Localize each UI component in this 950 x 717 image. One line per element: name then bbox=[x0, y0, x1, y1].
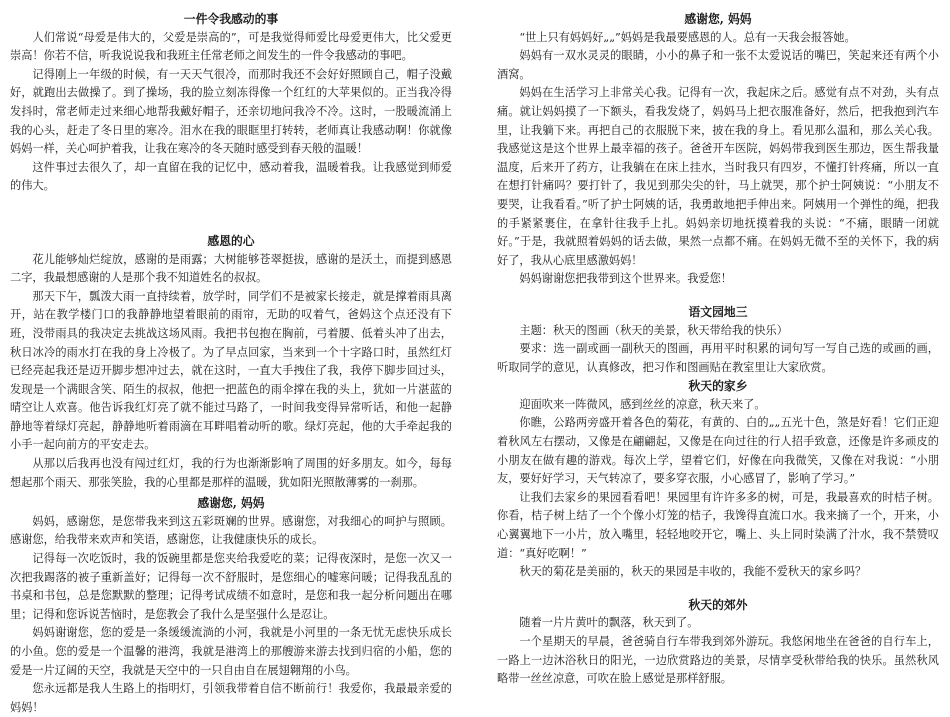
essay-paragraph: 妈妈有一双水灵灵的眼睛，小小的鼻子和一张不太爱说话的嘴巴，笑起来还有两个小酒窝。 bbox=[497, 49, 939, 81]
essay-title: 感恩的心 bbox=[207, 233, 255, 248]
essay-paragraph: 妈妈，感谢您，是您带我来到这五彩斑斓的世界。感谢您，对我细心的呵护与照顾。感谢您，给我带来欢声和笑语，感谢您，让我健康快乐的成长。 bbox=[10, 514, 452, 547]
right-column bbox=[497, 10, 939, 689]
essay-paragraph: 一个星期天的早晨，爸爸骑自行车带我到郊外游玩。我悠闲地坐在爸爸的自行车上，一路上一边沐浴秋日的阳光，一边欣赏路边的美景，尽情享受秋带给我的快乐。虽然秋风略带一丝丝凉意，可吹在脸上感觉是那样舒服。 bbox=[497, 635, 939, 686]
essay-paragraph: 记得每一次吃饭时，我的饭碗里都是您夹给我爱吃的菜；记得夜深时，是您一次又一次把我踢落的被子重新盖好；记得每一次不舒服时，是您细心的嘘寒问暖；记得我乱乱的书桌和书包，总是您默默的整理；记得考试成绩不如意时，是您和我一起分析问题出在哪里；记得和您诉说苦恼时，是您教会了我什么是坚强什么是忍让。 bbox=[10, 552, 452, 621]
essay-title: 秋天的家乡 bbox=[688, 379, 748, 394]
essay-paragraph: 人们常说“母爱是伟大的，父爱是崇高的”，可是我觉得师爱比母爱更伟大，比父爱更崇高！你若不信，听我说说我和我班主任常老师之间发生的一件令我感动的事吧。 bbox=[10, 30, 452, 63]
essay-paragraph: 秋天的菊花是美丽的，秋天的果园是丰收的，我能不爱秋天的家乡吗？ bbox=[519, 565, 867, 579]
essay-paragraph: 随着一片片黄叶的飘落，秋天到了。 bbox=[519, 616, 699, 630]
essay-title: 感谢您, 妈妈 bbox=[684, 12, 752, 26]
essay-paragraph: 这件事过去很久了，却一直留在我的记忆中，感动着我，温暖着我。让我感觉到师爱的伟大。 bbox=[10, 160, 452, 193]
left-column bbox=[10, 10, 452, 717]
essay-paragraph: 您永远都是我人生路上的指明灯，引领我带着自信不断前行！我爱你，我最最亲爱的妈妈！ bbox=[10, 682, 452, 714]
section-title: 语文园地三 bbox=[688, 304, 748, 319]
essay-paragraph: “世上只有妈妈好„„”妈妈是我最要感恩的人。总有一天我会报答她。 bbox=[519, 30, 856, 44]
essay-paragraph: 你瞧，公路两旁盛开着各色的菊花，有黄的、白的„„五光十色，煞是好看！它们正迎着秋风左右摆动，又像是在翩翩起，又像是在向过往的行人招手致意，还像是许多顽皮的小朋友在做有趣的游戏。每次上学，望着它们，好像在向我微笑，又像在对我说：“小朋友，要好好学习，天气转凉了，要多穿衣服，小心感冒了，影响了学习。” bbox=[497, 416, 939, 486]
essay-title: 秋天的郊外 bbox=[688, 597, 748, 612]
essay-paragraph: 妈妈在生活学习上非常关心我。记得有一次，我起床之后。感觉有点不对劲，头有点痛。就让妈妈摸了一下额头，看我发烧了，妈妈马上把衣服准备好，然后，把我抱到汽车里，让我躺下来。再把自己的衣服脱下来，披在我的身上。看见那么温和，那么关心我。我感觉这是这个世界上最幸福的孩子。爸爸开车医院，妈妈带我到医生那边，医生帮我量温度，后来开了药方，让我躺在在床上挂水，当时我只有四岁，不懂打针疼痛，所以一直在想打针痛吗？要打针了，我见到那尖尖的针，马上就哭，那个护士阿姨说：“小朋友不要哭，让我看看。”听了护士阿姨的话，我勇敢地把手伸出来。阿姨用一个弹性的绳，把我的手紧紧裹住，在拿针往我手上扎。妈妈亲切地抚摸着我的头说：“不痛，眼睛一闭就好。”于是，我就照着妈妈的话去做，果然一点都不痛。在妈妈无微不至的关怀下，我的病好了，我从心底里感激妈妈！ bbox=[497, 86, 939, 267]
essay-title: 一件令我感动的事 bbox=[183, 12, 279, 26]
essay-paragraph: 让我们去家乡的果园看看吧！果园里有许许多多的树，可是，我最喜欢的时桔子树。你看，桔子树上结了一个个像小灯笼的桔子，我馋得直流口水。我来摘了一个，开来，小心翼翼地下一小片，放入嘴里，轻轻地咬开它，嘴上、头上同时染满了汁水，我不禁赞叹道：“真好吃啊！” bbox=[497, 490, 939, 560]
essay-paragraph: 那天下午，瓢泼大雨一直持续着，放学时，同学们不是被家长接走，就是撑着雨具离开，站在教学楼门口的我静静地望着眼前的雨帘，无助的叹着气，爸妈这个点还没有下班，没带雨具的我决定去挑战这场风雨。我把书包抱在胸前，弓着腰、低着头冲了出去，秋日冰冷的雨水打在我的身上冷极了。为了早点回家，当来到一个十字路口时，虽然红灯已经亮起我还是迈开脚步想冲过去，就在这时，一直大手拽住了我，我停下脚步回过头，发现是一个满眼含笑、陌生的叔叔，他把一把蓝色的雨伞撑在我的头上，犹如一片湛蓝的晴空让人欢喜。他告诉我红灯亮了就不能过马路了，一时间我变得异常听话，和他一起静静地等着绿灯亮起，静静地听着雨滴在耳畔唱着动听的歌。绿灯亮起，他的大手牵起我的小手一起向前方的平安走去。 bbox=[10, 289, 452, 452]
essay-paragraph: 妈妈谢谢您，您的爱是一条缓缓流淌的小河，我就是小河里的一条无忧无虑快乐成长的小鱼。您的爱是一个温馨的港湾，我就是港湾上的那艘游来游去找到归宿的小船，您的爱是一片辽阔的天空，我就是天空中的一只自由自在展翅翱翔的小鸟。 bbox=[10, 626, 452, 677]
assignment-theme: 主题：秋天的图画（秋天的美景，秋天带给我的快乐） bbox=[519, 323, 788, 337]
assignment-requirement: 要求：选一副或画一副秋天的图画，再用平时积累的词句写一写自己选的或画的画，听取同学的意见，认真修改，把习作和图画贴在教室里让大家欣赏。 bbox=[497, 342, 939, 374]
essay-paragraph: 迎面吹来一阵微风，感到丝丝的凉意，秋天来了。 bbox=[519, 397, 766, 411]
essay-title: 感谢您, 妈妈 bbox=[197, 496, 265, 511]
essay-paragraph: 花儿能够灿烂绽放，感谢的是雨露；大树能够苍翠挺拔，感谢的是沃土，而提到感恩二字，我最想感谢的人是那个我不知道姓名的叔叔。 bbox=[10, 252, 452, 285]
essay-paragraph: 妈妈谢谢您把我带到这个世界来。我爱您！ bbox=[519, 272, 732, 286]
essay-paragraph: 从那以后我再也没有闯过红灯，我的行为也渐渐影响了周围的好多朋友。如今，每每想起那个雨天、那张笑脸，我的心里都是那样的温暖，犹如阳光照散薄雾的一刹那。 bbox=[10, 457, 452, 489]
essay-paragraph: 记得刚上一年级的时候，有一天天气很冷，而那时我还不会好好照顾自己，帽子没戴好，就跑出去做操了。到了操场，我的脸立刻冻得像一个红红的大苹果似的。正当我冷得发抖时，常老师走过来细心地帮我戴好帽子，还亲切地问我冷不冷。这时，一股暖流涌上我的心头，赶走了冬日里的寒冷。泪水在我的眼眶里打转转，老师真让我感动啊！你就像妈妈一样，关心呵护着我，让我在寒冷的冬天随时感受到春天般的温暖！ bbox=[10, 67, 452, 156]
